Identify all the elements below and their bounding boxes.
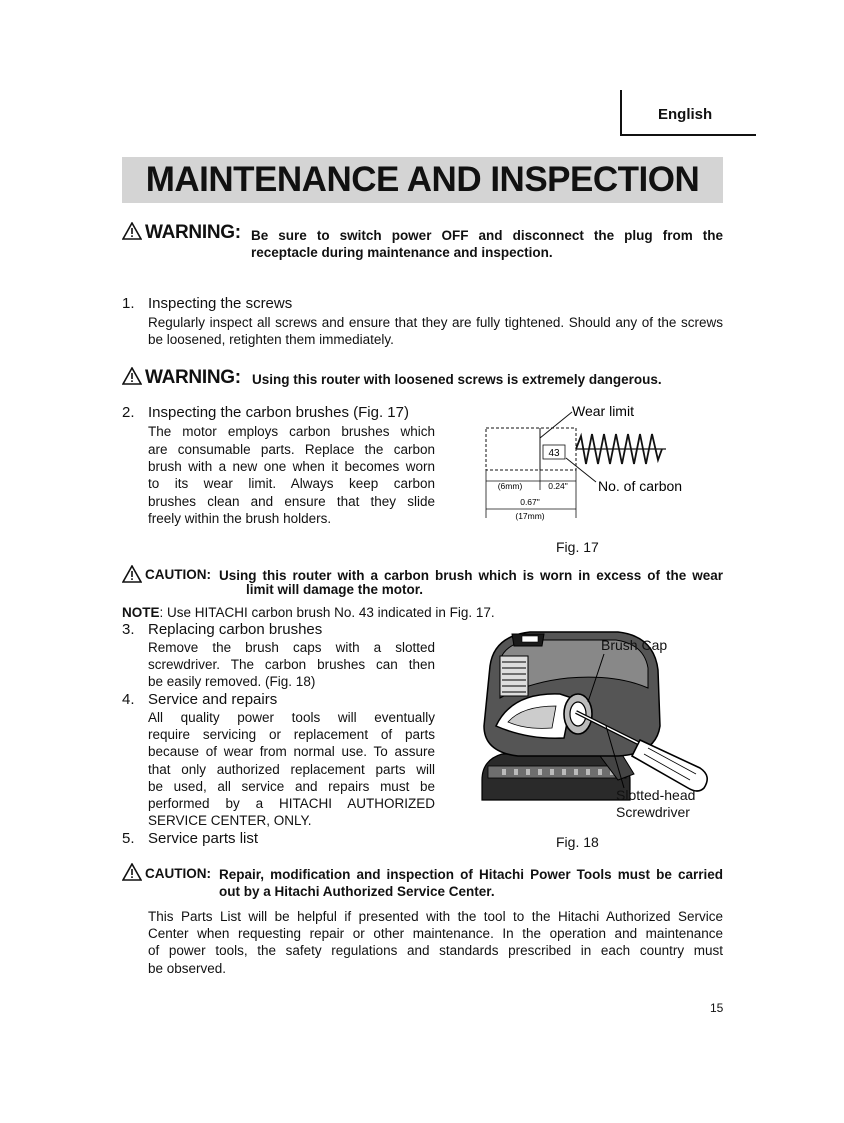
figure-caption: Fig. 17 <box>556 539 599 555</box>
section-number: 3. <box>122 621 135 638</box>
caution-triangle-icon <box>122 565 142 583</box>
section-heading: Inspecting the carbon brushes (Fig. 17) <box>148 404 409 421</box>
language-label: English <box>658 106 713 123</box>
section-number: 2. <box>122 404 135 421</box>
caution-text-line2: limit will damage the motor. <box>246 582 424 597</box>
warning-label: WARNING: <box>145 222 241 243</box>
warning-label: WARNING: <box>145 367 241 388</box>
section-body-line: performed by a HITACHI AUTHORIZED <box>148 796 435 811</box>
note-label: NOTE <box>122 605 160 620</box>
section-number: 4. <box>122 691 135 708</box>
section-body-line: be easily removed. (Fig. 18) <box>148 674 316 689</box>
slotted-head-label: Slotted-head <box>616 787 696 803</box>
section-body-line: be used, all service and repairs must be <box>148 779 435 794</box>
section-body-line: brushes clean and ensure that they slide <box>148 494 435 509</box>
section-heading: Service parts list <box>148 830 259 847</box>
section-body-line: to its wear limit. Always keep carbon <box>148 476 435 491</box>
closing-line: Center when requesting repair or other maintenance. In the operation and maintenance <box>148 926 723 941</box>
brush-number: 43 <box>548 448 560 459</box>
wear-limit-pointer <box>540 412 572 438</box>
page-number: 15 <box>710 1001 724 1015</box>
warning-triangle-icon <box>122 222 142 240</box>
screwdriver-label: Screwdriver <box>616 804 690 820</box>
caution-label: CAUTION: <box>145 567 211 582</box>
brush-cap-label: Brush Cap <box>601 637 668 653</box>
section-body-line: that only authorized replacement parts will <box>148 762 435 777</box>
section-body-line: because of wear from normal use. To assure <box>148 744 435 759</box>
warning-triangle-icon <box>122 367 142 385</box>
warning-text: Using this router with loosened screws is extremely dangerous. <box>252 372 662 387</box>
caution-text-line1: Repair, modification and inspection of Hitachi Power Tools must be carried <box>219 867 723 882</box>
warning-text-line2: receptacle during maintenance and inspection. <box>251 245 553 260</box>
note-text: : Use HITACHI carbon brush No. 43 indicated in Fig. 17. <box>159 605 495 620</box>
caution-triangle-icon <box>122 863 142 881</box>
section-heading: Service and repairs <box>148 691 278 708</box>
section-body-line: All quality power tools will eventually <box>148 710 435 725</box>
router-brush-cap-illustration <box>468 628 718 808</box>
carbon-number-label: No. of carbon <box>598 478 683 494</box>
brush-body-outline <box>486 428 576 470</box>
caution-label: CAUTION: <box>145 866 211 881</box>
section-body-line: screwdriver. The carbon brushes can then <box>148 657 435 672</box>
section-number: 5. <box>122 830 135 847</box>
note <box>122 604 495 621</box>
section-body-line: freely within the brush holders. <box>148 511 332 526</box>
section-body-line: The motor employs carbon brushes which <box>148 424 435 439</box>
caution-text-line2: out by a Hitachi Authorized Service Center. <box>219 884 495 899</box>
section-body: Regularly inspect all screws and ensure that they are fully tightened. Should any of the screws be loosened, retighten them immediately. <box>148 315 723 348</box>
section-heading: Inspecting the screws <box>148 295 293 312</box>
dim-067-label: 0.67" <box>520 497 540 507</box>
closing-line: be observed. <box>148 961 227 976</box>
dim-17mm-label: (17mm) <box>515 511 545 521</box>
wear-limit-label: Wear limit <box>572 403 634 419</box>
warning-text-line1: Be sure to switch power OFF and disconnect the plug from the <box>251 228 723 243</box>
screwdriver-handle <box>632 740 707 791</box>
section-body-line: brush with a new one when it becomes worn <box>148 459 435 474</box>
dim-6mm-label: (6mm) <box>497 481 523 491</box>
page-title: MAINTENANCE AND INSPECTION <box>145 160 700 199</box>
section-body-line: SERVICE CENTER, ONLY. <box>148 813 312 828</box>
caution-text-line1: Using this router with a carbon brush which is worn in excess of the wear <box>219 568 723 583</box>
section-number: 1. <box>122 295 135 312</box>
closing-line: This Parts List will be helpful if presented with the tool to the Hitachi Authorized Service <box>148 909 723 924</box>
carbon-brush-diagram <box>480 398 710 528</box>
section-body-line: require servicing or replacement of parts <box>148 727 435 742</box>
section-body-line: are consumable parts. Replace the carbon <box>148 442 435 457</box>
section-heading: Replacing carbon brushes <box>148 621 323 638</box>
closing-line: of power tools, the safety regulations and standards prescribed in each country must <box>148 943 723 958</box>
figure-caption: Fig. 18 <box>556 834 599 850</box>
section-body-line: Remove the brush caps with a slotted <box>148 640 435 655</box>
dim-024-label: 0.24" <box>548 481 568 491</box>
